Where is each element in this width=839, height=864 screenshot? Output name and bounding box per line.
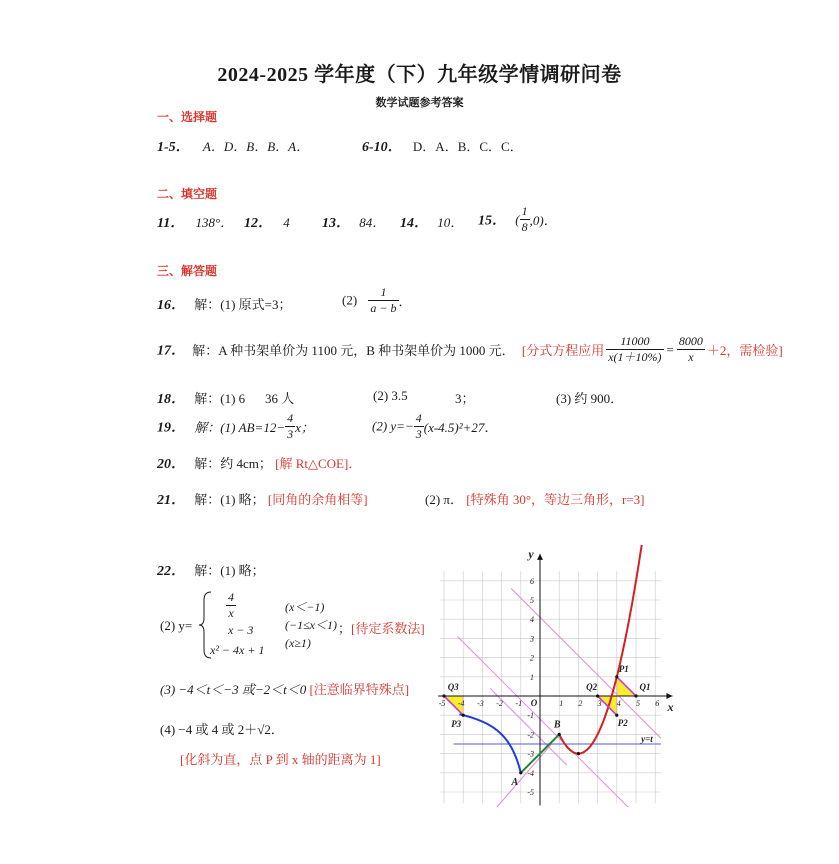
- fraction: [368, 285, 398, 316]
- fraction: [285, 411, 295, 442]
- answer-q11: [157, 212, 233, 232]
- point-label-p3: P3: [451, 719, 462, 730]
- helper-lines: [454, 588, 661, 807]
- question-number: 18．: [157, 392, 185, 407]
- question-number: 13．: [322, 216, 350, 231]
- answer-q22-part2-tail: [338, 618, 425, 637]
- x-tick-label: 1: [559, 699, 564, 708]
- y-tick-label: 4: [530, 615, 534, 625]
- fraction-numerator: 4: [228, 590, 234, 604]
- question-number: 6-10．: [362, 140, 402, 155]
- y-tick-label: 6: [530, 576, 534, 586]
- answer-q12: [244, 212, 290, 232]
- hint-text: [注意临界特殊点]: [309, 682, 410, 697]
- answer-text: 解：A 种书架单价为 1100 元，B 种书架单价为 1000 元．: [192, 343, 515, 358]
- fraction-denominator: a − b: [370, 301, 397, 315]
- fraction-numerator: 1: [368, 285, 398, 301]
- hint-close: ＋2，需检验]: [706, 343, 783, 358]
- section-solve: 三、解答题: [157, 264, 218, 278]
- answer-q19-part2: [372, 411, 497, 442]
- answer-q21-part2: [425, 489, 645, 508]
- answer-text-tail: (x-4.5)²+27．: [423, 420, 498, 435]
- x-tick-label: -4: [457, 699, 465, 708]
- answer-q22-part2-label: (2) y=: [160, 618, 193, 633]
- x-tick-label: -5: [438, 699, 446, 708]
- answer-line-1-5: [157, 136, 309, 156]
- answer-text: 解：(1) 略；: [194, 492, 265, 507]
- point-dot: [615, 714, 618, 717]
- answer-part1: 解：(1) 6: [194, 391, 246, 406]
- point-label-q2: Q2: [586, 682, 598, 692]
- fraction: [414, 411, 424, 442]
- answer-q21-part1: [157, 489, 368, 509]
- answer-q17: [157, 334, 783, 365]
- paren-open: (: [515, 211, 520, 227]
- hint-text: [特殊角 30°，等边三角形，r=3]: [466, 492, 645, 507]
- point-dot: [596, 694, 599, 697]
- part-label: (2): [342, 292, 358, 308]
- question-number: 11．: [157, 216, 185, 231]
- fraction-denominator: 3: [287, 427, 294, 441]
- y-tick-label: 2: [530, 653, 534, 663]
- answer-q18-part2: (2) 3.5: [373, 388, 408, 403]
- answer-q22-part1: [157, 560, 265, 580]
- y-tick-label: -1: [527, 711, 534, 721]
- answer-text: (2) π．: [425, 492, 463, 507]
- question-number: 21．: [157, 493, 185, 508]
- question-number: 12．: [244, 216, 272, 231]
- point-label-p1: P1: [618, 663, 629, 674]
- y-tick-label: -4: [527, 768, 534, 778]
- point-dot: [442, 694, 445, 697]
- condition-1: (x＜−1): [285, 600, 325, 614]
- answer-q15: [478, 204, 557, 235]
- origin-label: O: [530, 698, 538, 708]
- fraction-denominator: x(1＋10%): [608, 350, 662, 364]
- answer-text: A．D．B．B．A．: [202, 139, 310, 154]
- equals-sign: =: [666, 341, 674, 357]
- section-fill: 二、填空题: [157, 187, 218, 201]
- answer-q22-part4: (4) −4 或 4 或 2＋√2．: [160, 722, 284, 737]
- section-choice: 一、选择题: [157, 110, 218, 124]
- x-tick-label: 5: [636, 699, 640, 708]
- condition-2: (−1≤x＜1): [285, 618, 338, 632]
- answer-text: 138°．: [195, 215, 234, 230]
- fraction-denominator: x: [688, 350, 694, 364]
- question-number: 16．: [157, 298, 185, 313]
- fraction-denominator: 3: [415, 427, 422, 441]
- fraction-2: [677, 334, 705, 365]
- answer-line-6-10: [362, 136, 523, 156]
- y-axis-arrow: [537, 554, 543, 560]
- x-axis-arrow: [666, 693, 672, 699]
- x-tick-label: -2: [496, 699, 503, 708]
- point-dot: [462, 714, 465, 717]
- answer-q16-part1: [157, 294, 292, 314]
- x-tick-label: -1: [515, 699, 523, 708]
- point-dot: [558, 733, 561, 736]
- y-tick-label: 1: [530, 672, 534, 682]
- question-number: 20．: [157, 457, 185, 472]
- answer-text: 解：(1) AB=12−: [194, 420, 286, 435]
- y-tick-label: -5: [527, 788, 534, 797]
- fraction-numerator: 4: [287, 411, 294, 425]
- answer-q16-part2: [342, 285, 412, 316]
- answer-text: 解：(1) 原式=3；: [194, 297, 292, 312]
- point-label-q1: Q1: [639, 682, 651, 692]
- fraction-numerator: 8000: [678, 334, 703, 348]
- fraction-numerator: 11000: [606, 334, 663, 350]
- question-number: 22．: [157, 564, 185, 579]
- fraction-numerator: 1: [521, 204, 528, 218]
- page-subtitle: 数学试题参考答案: [375, 97, 464, 109]
- answer-text: (3) −4＜t＜−3 或−2＜t＜0: [160, 682, 307, 697]
- axes: [438, 554, 672, 806]
- answer-q18-part3: (3) 约 900．: [556, 391, 624, 406]
- x-tick-label: -3: [477, 699, 484, 708]
- question-number: 1-5．: [157, 140, 190, 155]
- y-tick-label: 3: [530, 634, 534, 644]
- answer-text: (2) y=−: [372, 418, 414, 434]
- hint-text: [解 Rt△COE]．: [275, 456, 362, 471]
- point-label-a: A: [511, 776, 519, 788]
- question-number: 15．: [478, 213, 506, 229]
- question-number: 14．: [400, 216, 428, 231]
- point-dot: [615, 675, 618, 678]
- point-label-b: B: [553, 719, 561, 731]
- y-tick-label: -3: [527, 749, 534, 759]
- answer-text: D．A．B．C．C．: [412, 139, 523, 154]
- answer-text: 解：(1) 略；: [194, 563, 265, 578]
- x-tick-label: 4: [616, 699, 621, 708]
- answer-text: 解：约 4cm；: [194, 456, 272, 471]
- answer-q13: [322, 212, 385, 232]
- fraction: [520, 204, 530, 235]
- fraction-1: [606, 334, 663, 365]
- point-dot: [634, 694, 637, 697]
- answer-q18: [157, 388, 245, 408]
- graph-labels: [439, 547, 674, 797]
- hint-text: [待定系数法]: [351, 621, 425, 636]
- piece-1: [226, 590, 236, 621]
- answer-text-tail: x；: [295, 420, 314, 435]
- answer-q19-part1: [157, 411, 314, 442]
- answer-text: 4: [283, 215, 290, 230]
- curves: [442, 545, 644, 774]
- answer-q22-part3: [160, 679, 409, 698]
- point-dot: [577, 752, 580, 755]
- answer-text: 10．: [437, 215, 464, 230]
- period: ．: [398, 294, 412, 309]
- fraction-denominator: x: [228, 606, 234, 620]
- paren-close: ,0)．: [529, 213, 557, 228]
- point-label-p2: P2: [617, 718, 628, 729]
- semicolon: ；: [338, 621, 352, 636]
- condition-3: (x≥1): [285, 636, 311, 650]
- function-graph: [432, 545, 692, 807]
- piece-3: x² − 4x + 1: [210, 643, 265, 657]
- x-tick-label: 6: [655, 699, 660, 708]
- question-number: 19．: [157, 420, 185, 436]
- answer-q14: [400, 212, 463, 232]
- y-tick-label: 5: [530, 596, 534, 605]
- piece-2: x − 3: [228, 623, 254, 637]
- hint-text: [同角的余角相等]: [267, 492, 368, 507]
- y-tick-label: -2: [527, 730, 534, 740]
- fraction: [226, 590, 236, 621]
- answer-q18-part2b: 3；: [455, 391, 475, 406]
- answer-text: 84．: [359, 215, 386, 230]
- hint-open: [分式方程应用: [521, 343, 605, 358]
- x-tick-label: 2: [578, 699, 583, 708]
- y-axis-label: y: [528, 546, 534, 561]
- fraction-denominator: 8: [521, 220, 528, 234]
- fraction-numerator: 4: [415, 411, 422, 425]
- question-number: 17．: [157, 343, 185, 359]
- x-axis-label: x: [667, 700, 674, 714]
- answer-q22-hint4: [化斜为直，点 P 到 x 轴的距离为 1]: [180, 752, 381, 767]
- t-line-label: y=t: [641, 734, 653, 744]
- answer-q20: [157, 453, 361, 473]
- x-tick-label: 3: [597, 699, 602, 708]
- point-dot: [519, 771, 522, 774]
- answer-q18-part1b: 36 人: [265, 391, 295, 406]
- point-label-q3: Q3: [447, 682, 459, 692]
- page-title: 2024-2025 学年度（下）九年级学情调研问卷: [217, 64, 622, 86]
